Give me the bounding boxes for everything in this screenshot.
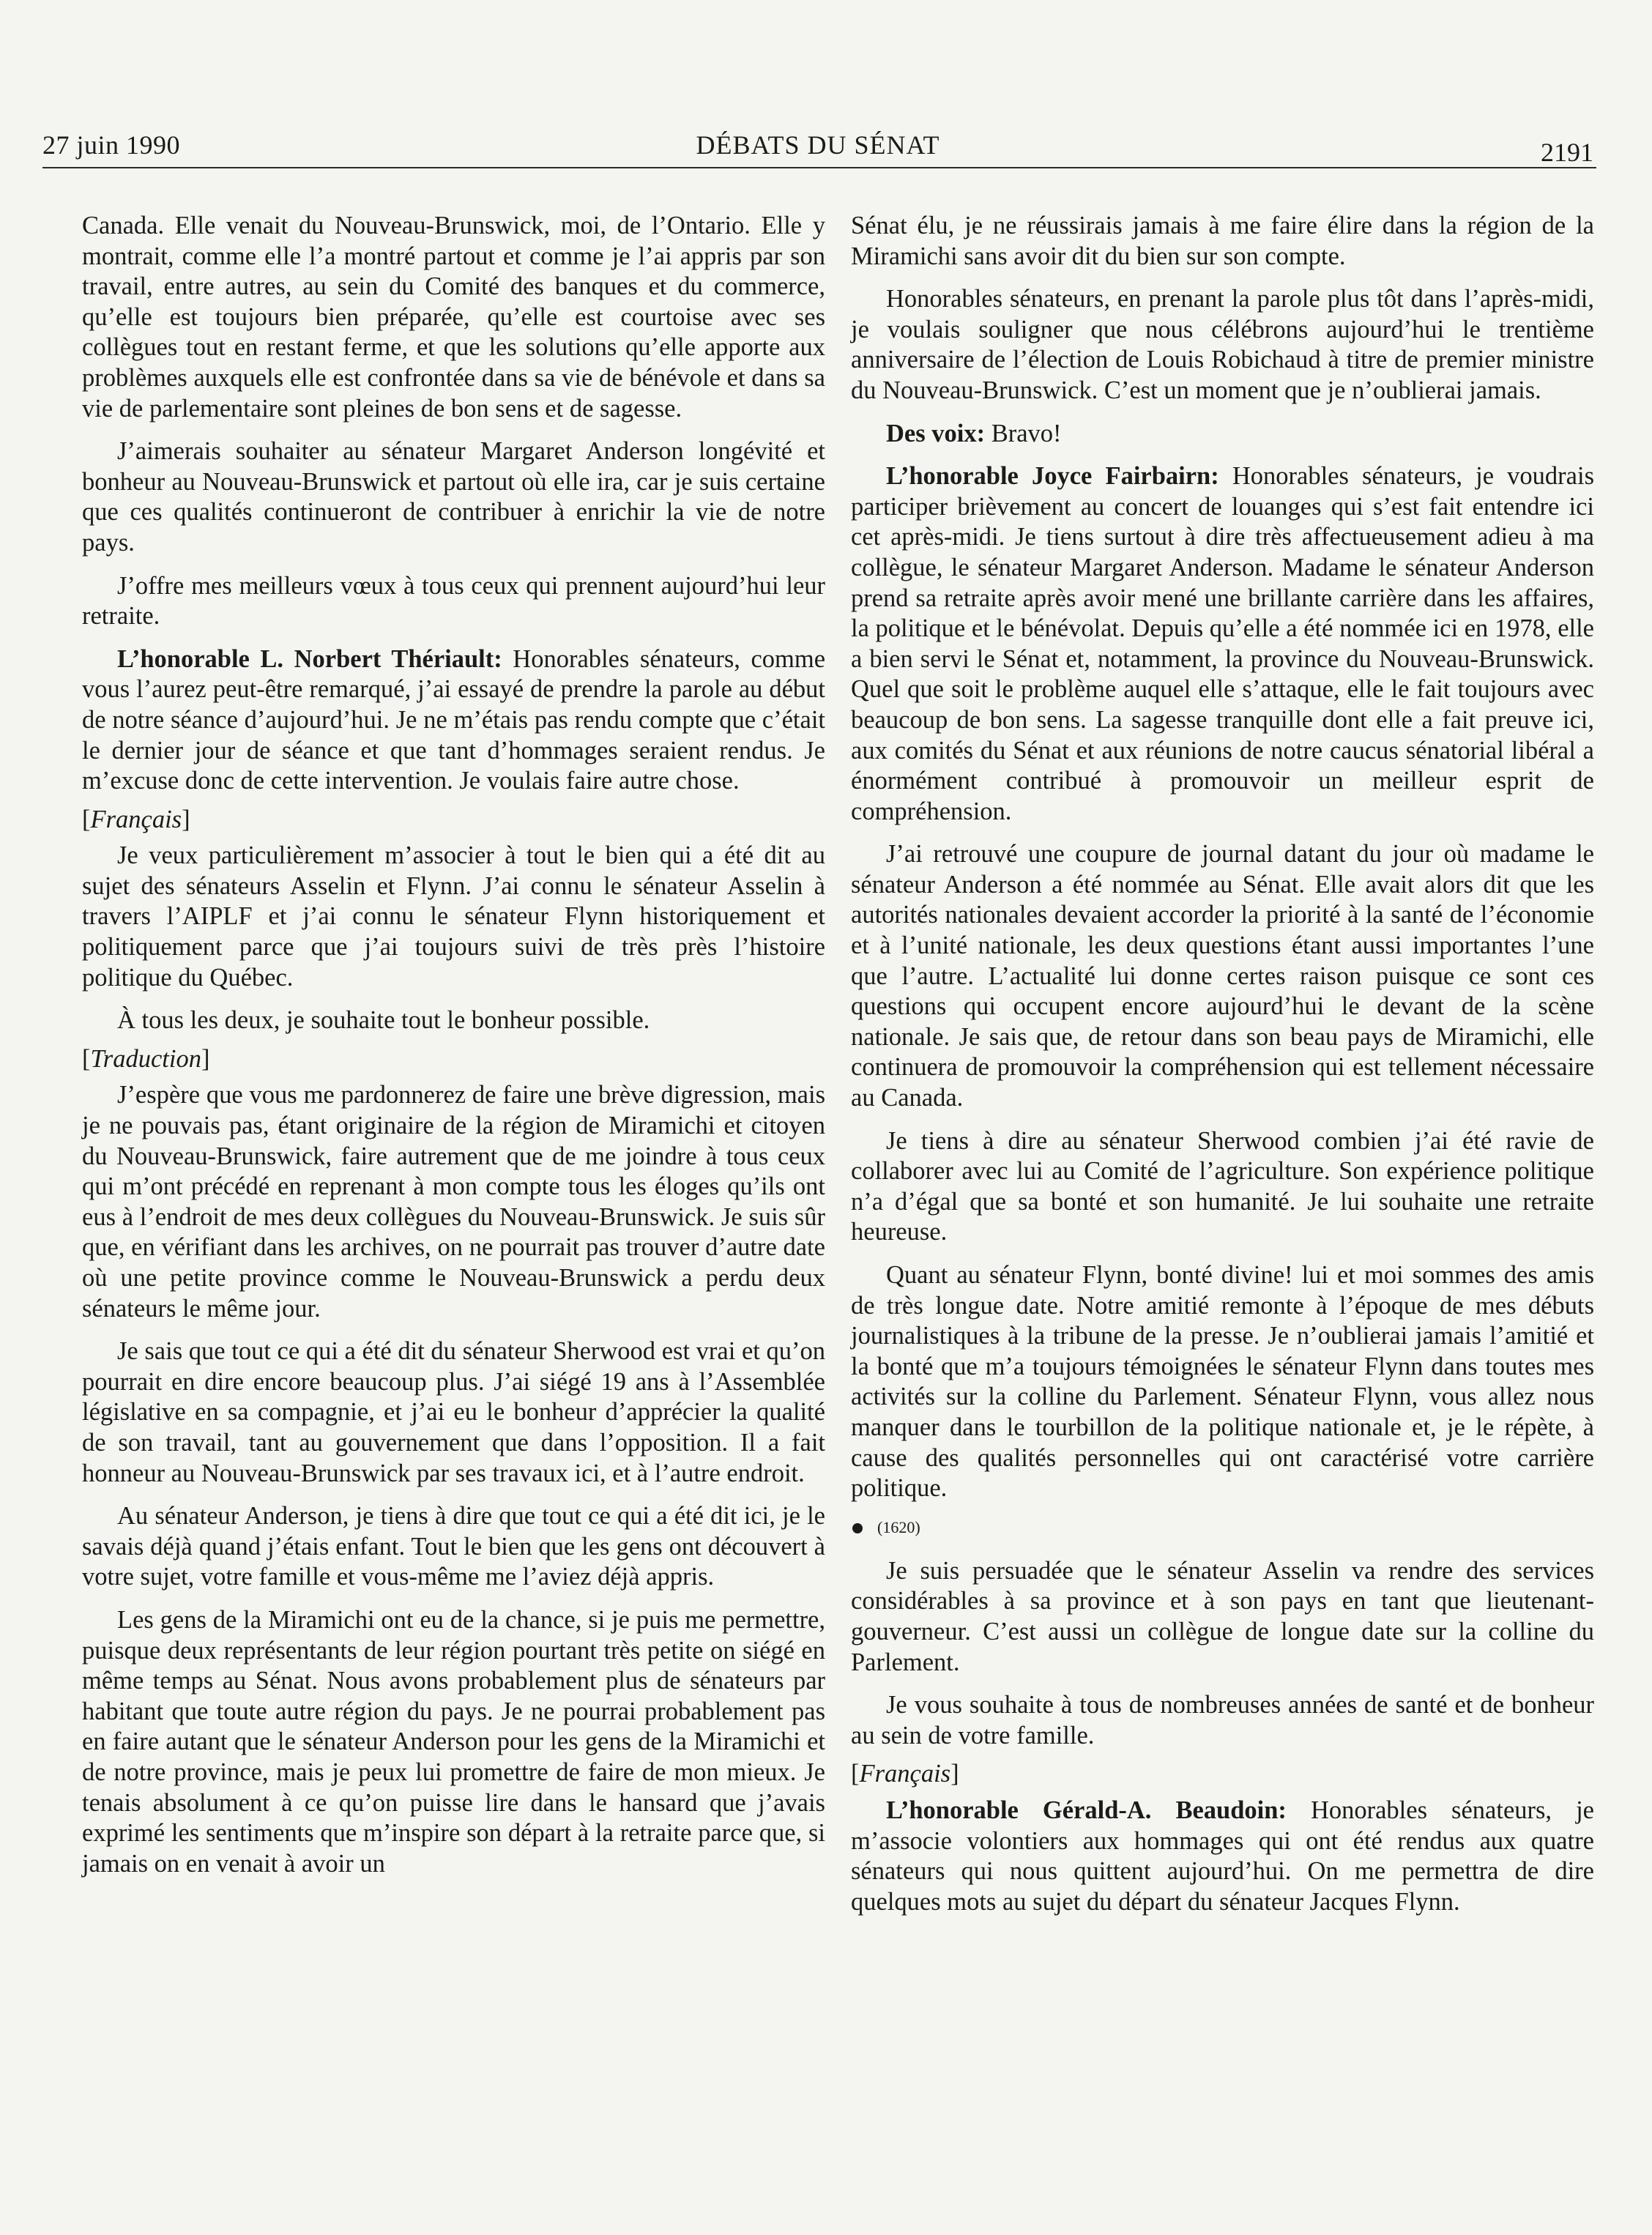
bullet-icon bbox=[852, 1523, 863, 1533]
paragraph: Canada. Elle venait du Nouveau-Brunswick, moi, de l’Ontario. Elle y montrait, comme elle l’a montré partout et comme je l’ai appris par son travail, entre autres, au sein du Comité des banques et du commerce, qu’elle est toujours bien préparée, qu’elle est courtoise avec ses collègues tout en restant ferme, et que les solutions qu’elle apporte aux problèmes auxquels elle est confrontée dans sa vie de bénévole et dans sa vie de parlementaire sont pleines de bon sens et de sagesse. bbox=[82, 212, 825, 423]
paragraph: Je suis persuadée que le sénateur Asselin va rendre des services considérables à sa province et à son pays en tant que lieutenant-gouverneur. C’est aussi un collègue de longue date sur la colline du Parlement. bbox=[851, 1556, 1594, 1676]
paragraph: Je sais que tout ce qui a été dit du sénateur Sherwood est vrai et qu’on pourrait en dire encore beaucoup plus. J’ai siégé 19 ans à l’Assemblée législative en sa compagnie, et j’ai eu le bonheur d’apprécier la qualité de son travail, tant au gouvernement que dans l’opposition. Il a fait honneur au Nouveau-Brunswick par ses travaux ici, et à l’autre endroit. bbox=[82, 1337, 825, 1487]
time-marker-text: (1620) bbox=[877, 1517, 920, 1536]
language-note: [Français] bbox=[82, 805, 190, 833]
header-title: DÉBATS DU SÉNAT bbox=[696, 130, 940, 160]
paragraph: Je tiens à dire au sénateur Sherwood combien j’ai été ravie de collaborer avec lui au Comité de l’agriculture. Son expérience politique n’a d’égal que sa bonté et son humanité. Je lui souhaite une retraite heureuse. bbox=[851, 1126, 1594, 1246]
speaker-name: L’honorable L. Norbert Thériault: bbox=[117, 644, 502, 673]
paragraph: Au sénateur Anderson, je tiens à dire que tout ce qui a été dit ici, je le savais déjà quand j’étais enfant. Tout le bien que les gens ont découvert à votre sujet, votre famille et vous-même me l’aviez déjà appris. bbox=[82, 1502, 825, 1591]
paragraph: Sénat élu, je ne réussirais jamais à me faire élire dans la région de la Miramichi sans avoir dit du bien sur son compte. bbox=[851, 212, 1594, 270]
left-column bbox=[82, 211, 825, 1892]
speaker-name: L’honorable Joyce Fairbairn: bbox=[886, 462, 1219, 491]
speaker-name: Des voix: bbox=[886, 419, 986, 447]
speaker-name: L’honorable Gérald-A. Beaudoin: bbox=[886, 1796, 1287, 1824]
speech-paragraph bbox=[82, 644, 825, 797]
speech-text: Bravo! bbox=[985, 419, 1062, 447]
paragraph: Honorables sénateurs, en prenant la parole plus tôt dans l’après-midi, je voulais souligner que nous célébrons aujourd’hui le trentième anniversaire de l’élection de Louis Robichaud à titre de premier ministre du Nouveau-Brunswick. C’est un moment que je n’oublierai jamais. bbox=[851, 285, 1594, 404]
speech-paragraph bbox=[851, 461, 1594, 827]
paragraph: J’aimerais souhaiter au sénateur Margaret Anderson longévité et bonheur au Nouveau-Brunswick et partout où elle ira, car je suis certaine que ces qualités continueront de contribuer à enrichir la vie de notre pays. bbox=[82, 437, 825, 557]
speech-text: Honorables sénateurs, je m’associe volontiers aux hommages qui ont été rendus aux quatre sénateurs qui nous quittent aujourd’hui. On me permettra de dire quelques mots au sujet du départ du sénateur Jacques Flynn. bbox=[851, 1796, 1594, 1916]
language-note-text: Français bbox=[90, 805, 182, 833]
header-rule bbox=[42, 167, 1596, 168]
header-date: 27 juin 1990 bbox=[42, 130, 181, 160]
right-column bbox=[851, 211, 1594, 1930]
paragraph: J’offre mes meilleurs vœux à tous ceux qui prennent aujourd’hui leur retraite. bbox=[82, 571, 825, 631]
speech-paragraph bbox=[851, 419, 1594, 450]
paragraph: À tous les deux, je souhaite tout le bonheur possible. bbox=[117, 1006, 650, 1035]
language-note: [Traduction] bbox=[82, 1044, 210, 1073]
language-note-text: Français bbox=[859, 1760, 951, 1788]
language-note: [Français] bbox=[851, 1760, 959, 1788]
paragraph: Je veux particulièrement m’associer à tout le bien qui a été dit au sujet des sénateurs Asselin et Flynn. J’ai connu le sénateur Asselin à travers l’AIPLF et j’ai connu le sénateur Flynn historiquement et politiquement parce que j’ai toujours suivi de très près l’histoire politique du Québec. bbox=[82, 841, 825, 992]
page-header bbox=[42, 123, 1593, 168]
speech-paragraph bbox=[851, 1796, 1594, 1917]
paragraph: J’ai retrouvé une coupure de journal datant du jour où madame le sénateur Anderson a été nommée au Sénat. Elle avait alors dit que les autorités nationales devaient accorder la priorité à la santé de l’économie et à l’unité nationale, les deux questions étant aussi importantes l’une que l’autre. L’actualité lui donne certes raison puisque ce sont ces questions qui occupent encore aujourd’hui le devant de la scène nationale. Je sais que, de retour dans son beau pays de Miramichi, elle continuera de promouvoir la compréhension qui est tellement nécessaire au Canada. bbox=[851, 840, 1594, 1112]
page-number: 2191 bbox=[1541, 138, 1593, 167]
speech-text: Honorables sénateurs, je voudrais participer brièvement au concert de louanges qui s’est fait entendre ici cet après-midi. Je tiens surtout à dire très affectueusement adieu à ma collègue, le sénateur Margaret Anderson. Madame le sénateur Anderson prend sa retraite après avoir mené une brillante carrière dans les affaires, la politique et le bénévolat. Depuis qu’elle a été nommée ici en 1978, elle a bien servi le Sénat et, notamment, la province du Nouveau-Brunswick. Quel que soit le problème auquel elle s’attaque, elle le fait toujours avec beaucoup de bon sens. La sagesse tranquille dont elle a fait preuve ici, aux comités du Sénat et aux réunions de notre caucus sénatorial libéral a énormément contribué à promouvoir un meilleur esprit de compréhension. bbox=[851, 462, 1594, 825]
speech-text: Honorables sénateurs, comme vous l’aurez peut-être remarqué, j’ai essayé de prendre la parole au début de notre séance d’aujourd’hui. Je ne m’étais pas rendu compte que c’était le dernier jour de séance et que tant d’hommages seraient rendus. Je m’excuse donc de cette intervention. Je voulais faire autre chose. bbox=[82, 644, 826, 795]
time-marker bbox=[851, 1517, 1594, 1539]
language-note-text: Traduction bbox=[90, 1044, 201, 1073]
paragraph: J’espère que vous me pardonnerez de faire une brève digression, mais je ne pouvais pas, étant originaire de la région de Miramichi et citoyen du Nouveau-Brunswick, faire autrement que de me joindre à tous ceux qui m’ont précédé en reprenant à mon compte tous les éloges qu’ils ont eus à l’endroit de mes deux collègues du Nouveau-Brunswick. Je suis sûr que, en vérifiant dans les archives, on ne pourrait pas trouver d’autre date où une petite province comme le Nouveau-Brunswick a perdu deux sénateurs le même jour. bbox=[82, 1081, 825, 1323]
paragraph: Quant au sénateur Flynn, bonté divine! lui et moi sommes des amis de très longue date. Notre amitié remonte à l’époque de mes débuts journalistiques à la tribune de la presse. Je n’oublierai jamais l’amitié et la bonté que m’a toujours témoignées le sénateur Flynn dans toutes mes activités sur la colline du Parlement. Sénateur Flynn, vous allez nous manquer dans le tourbillon de la politique nationale et, je le répète, à cause des qualités personnelles qui ont caractérisé votre carrière politique. bbox=[851, 1261, 1594, 1503]
paragraph: Les gens de la Miramichi ont eu de la chance, si je puis me permettre, puisque deux représentants de leur région pourtant très petite on siégé en même temps au Sénat. Nous avons probablement plus de sénateurs par habitant que toute autre région du pays. Je ne pourrai probablement pas en faire autant que le sénateur Anderson pour les gens de la Miramichi et de notre province, mais je peux lui promettre de faire de mon mieux. Je tenais absolument à ce qu’on puisse lire dans le hansard que j’avais exprimé les sentiments que m’inspire son départ à la retraite parce que, si jamais on en venait à avoir un bbox=[82, 1605, 825, 1878]
paragraph: Je vous souhaite à tous de nombreuses années de santé et de bonheur au sein de votre famille. bbox=[851, 1691, 1594, 1749]
